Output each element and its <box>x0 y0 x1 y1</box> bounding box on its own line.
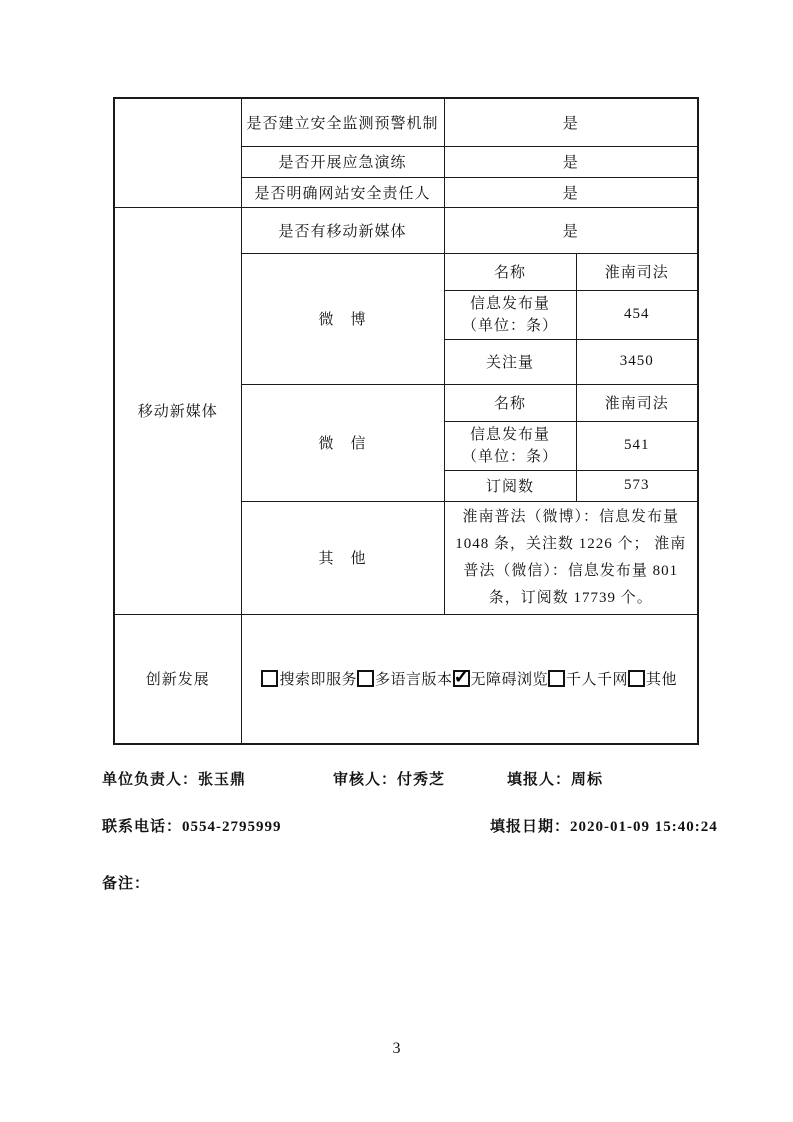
innovation-checkbox-row <box>246 668 694 689</box>
has-mobile-media-label: 是否有移动新媒体 <box>241 207 444 253</box>
weibo-name-value: 淮南司法 <box>576 253 698 290</box>
report-date-value: 2020-01-09 15:40:24 <box>570 819 718 835</box>
checkbox-item-thousand-sites <box>548 668 628 689</box>
checkbox-icon <box>261 670 278 687</box>
checkbox-item-accessibility <box>453 668 549 689</box>
checkbox-icon <box>357 670 374 687</box>
unit-head-label: 单位负责人： <box>102 772 199 788</box>
remark-field <box>102 872 150 893</box>
checkbox-icon <box>628 670 645 687</box>
has-mobile-media-value: 是 <box>444 207 698 253</box>
security-officer-label: 是否明确网站安全责任人 <box>241 177 444 207</box>
wechat-name-label: 名称 <box>444 384 576 421</box>
checkbox-item-other <box>628 668 677 689</box>
reviewer-field <box>333 768 445 789</box>
report-date-field <box>490 815 718 836</box>
wechat-name-value: 淮南司法 <box>576 384 698 421</box>
unit-head-field <box>102 768 246 789</box>
reviewer-label: 审核人： <box>333 772 398 788</box>
phone-label: 联系电话： <box>102 819 183 835</box>
weibo-label: 微 博 <box>241 253 444 384</box>
emergency-drill-label: 是否开展应急演练 <box>241 146 444 177</box>
wechat-posts-value: 541 <box>576 421 698 470</box>
phone-field <box>102 815 282 836</box>
security-monitor-label: 是否建立安全监测预警机制 <box>241 98 444 146</box>
security-officer-value: 是 <box>444 177 698 207</box>
weibo-followers-value: 3450 <box>576 339 698 384</box>
other-media-value: 淮南普法（微博）：信息发布量 1048 条，关注数 1226 个； 淮南普法（微信）：信息发布量 801 条，订阅数 17739 个。 <box>444 501 698 614</box>
weibo-posts-label-line2: （单位：条） <box>461 317 558 334</box>
wechat-subscribers-label: 订阅数 <box>444 470 576 501</box>
other-media-label: 其 他 <box>241 501 444 614</box>
weibo-posts-label-line1: 信息发布量 <box>469 295 550 312</box>
checkbox-item-search-service <box>261 668 357 689</box>
checkbox-label: 千人千网 <box>566 672 629 689</box>
checkbox-item-multilingual <box>357 668 453 689</box>
filler-label: 填报人： <box>507 772 572 788</box>
checkbox-label: 无障碍浏览 <box>470 672 549 689</box>
checkbox-label: 搜索即服务 <box>279 672 357 689</box>
phone-number: 0554-2795999 <box>182 819 282 835</box>
reviewer-name: 付秀芝 <box>397 772 446 788</box>
wechat-posts-label-line2: （单位：条） <box>461 448 558 465</box>
wechat-label: 微 信 <box>241 384 444 501</box>
page-number: 3 <box>392 1040 401 1057</box>
wechat-posts-label <box>444 421 576 470</box>
wechat-subscribers-value: 573 <box>576 470 698 501</box>
emergency-drill-value: 是 <box>444 146 698 177</box>
wechat-posts-label-line1: 信息发布量 <box>469 426 550 443</box>
unit-head-name: 张玉鼎 <box>198 772 247 788</box>
checkbox-icon <box>548 670 565 687</box>
weibo-name-label: 名称 <box>444 253 576 290</box>
checkbox-label: 多语言版本 <box>374 672 453 689</box>
filler-field <box>507 768 603 789</box>
weibo-followers-label: 关注量 <box>444 339 576 384</box>
remark-label: 备注： <box>102 876 151 892</box>
report-date-label: 填报日期： <box>490 819 571 835</box>
checkbox-icon <box>453 670 470 687</box>
security-monitor-value: 是 <box>444 98 698 146</box>
report-table <box>113 97 699 745</box>
filler-name: 周标 <box>571 772 604 788</box>
security-section-cell-empty <box>114 98 241 207</box>
checkbox-label: 其他 <box>646 672 678 689</box>
innovation-section-label: 创新发展 <box>114 614 241 744</box>
innovation-options-cell <box>241 614 698 744</box>
weibo-posts-value: 454 <box>576 290 698 339</box>
mobile-media-section-label: 移动新媒体 <box>114 207 241 614</box>
weibo-posts-label <box>444 290 576 339</box>
